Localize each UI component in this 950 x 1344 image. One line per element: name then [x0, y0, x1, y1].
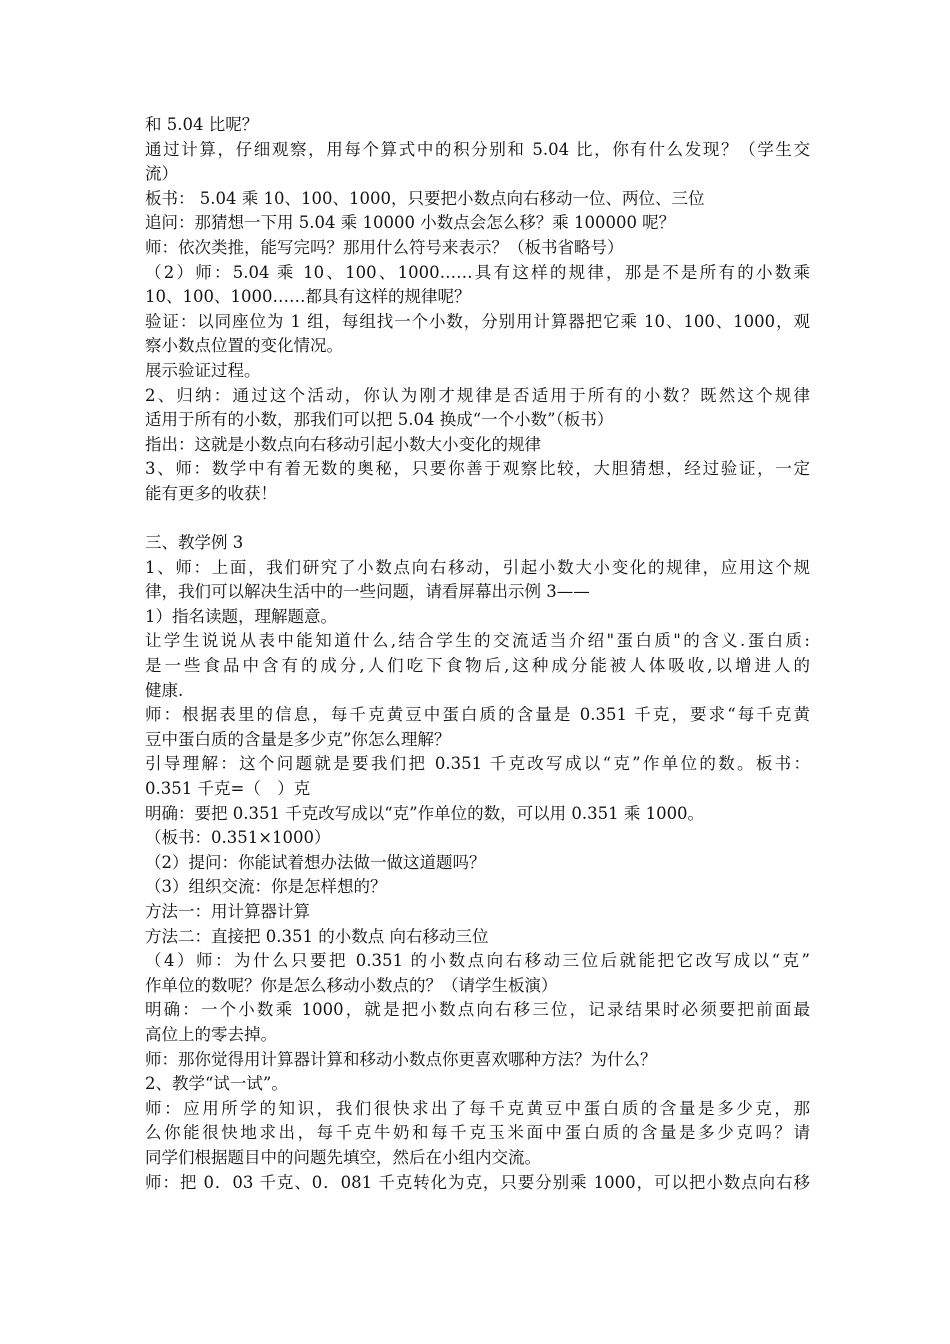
text-line: 律，我们可以解决生活中的一些问题，请看屏幕出示例 3—— — [145, 582, 590, 602]
text-line: 同学们根据题目中的问题先填空，然后在小组内交流。 — [145, 1147, 541, 1167]
text-line: 师：把 0．03 千克、0．081 千克转化为克，只要分别乘 1000，可以把小数点向右移 — [145, 1172, 810, 1192]
text-line: 健康. — [145, 680, 184, 700]
text-line: 2、归纳：通过这个活动，你认为刚才规律是否适用于所有的小数？既然这个规律 — [145, 385, 810, 405]
text-line: 么你能很快地求出，每千克牛奶和每千克玉米面中蛋白质的含量是多少克吗？请 — [145, 1123, 810, 1143]
text-line: 3、师：数学中有着无数的奥秘，只要你善于观察比较，大胆猜想，经过验证，一定 — [145, 459, 810, 479]
text-line: 三、教学例 3 — [145, 533, 244, 553]
text-line: 明确：一个小数乘 1000，就是把小数点向右移三位，记录结果时必须要把前面最 — [145, 1000, 810, 1020]
text-line: 1、师：上面，我们研究了小数点向右移动，引起小数大小变化的规律，应用这个规 — [145, 557, 810, 577]
text-line: 0.351 千克=（ ）克 — [145, 779, 311, 799]
text-line: 追问：那猜想一下用 5.04 乘 10000 小数点会怎么移？乘 100000 呢？ — [145, 213, 676, 233]
text-line: 明确：要把 0.351 千克改写成以“克”作单位的数，可以用 0.351 乘 1000。 — [145, 803, 705, 823]
text-line: 通过计算，仔细观察，用每个算式中的积分别和 5.04 比，你有什么发现？（学生交 — [145, 139, 810, 159]
text-line: 指出：这就是小数点向右移动引起小数大小变化的规律 — [145, 434, 541, 454]
text-line: 豆中蛋白质的含量是多少克”你怎么理解？ — [145, 729, 451, 749]
text-line: 和 5.04 比呢？ — [145, 115, 259, 134]
text-line: 师：依次类推，能写完吗？那用什么符号来表示？（板书省略号） — [145, 237, 624, 257]
text-line: 流） — [145, 164, 178, 184]
text-line: 1）指名读题，理解题意。 — [145, 606, 337, 626]
text-line: 高位上的零去掉。 — [145, 1024, 277, 1044]
text-line: 引导理解：这个问题就是要我们把 0.351 千克改写成以“克”作单位的数。板书： — [145, 754, 810, 774]
text-line: 板书： 5.04 乘 10、100、1000，只要把小数点向右移动一位、两位、三位 — [145, 188, 705, 208]
text-line: 展示验证过程。 — [145, 360, 261, 380]
text-line: （2）师：5.04 乘 10、100、1000……具有这样的规律，那是不是所有的小数乘 — [145, 262, 810, 282]
text-line: 作单位的数呢？你是怎么移动小数点的？（请学生板演） — [145, 975, 558, 995]
text-line: 适用于所有的小数，那我们可以把 5.04 换成“一个小数”（板书） — [145, 410, 614, 430]
text-line: 验证：以同座位为 1 组，每组找一个小数，分别用计算器把它乘 10、100、1000，观 — [145, 311, 810, 331]
blank-line — [145, 507, 810, 532]
text-line: （板书：0.351×1000） — [145, 828, 331, 848]
text-line: 察小数点位置的变化情况。 — [145, 336, 343, 356]
text-line: （3）组织交流：你是怎样想的？ — [145, 877, 387, 897]
text-line: 10、100、1000……都具有这样的规律呢？ — [145, 287, 471, 307]
document-body — [145, 113, 810, 1195]
text-line: （4）师：为什么只要把 0.351 的小数点向右移动三位后就能把它改写成以“克” — [145, 951, 810, 971]
text-line: 2、教学“试一试”。 — [145, 1074, 288, 1094]
text-line: 是一些食品中含有的成分,人们吃下食物后,这种成分能被人体吸收,以增进人的 — [145, 656, 810, 676]
text-line: 师：那你觉得用计算器计算和移动小数点你更喜欢哪种方法？为什么？ — [145, 1049, 657, 1069]
text-line: 方法二：直接把 0.351 的小数点 向右移动三位 — [145, 926, 489, 946]
text-line: 让学生说说从表中能知道什么,结合学生的交流适当介绍"蛋白质"的含义.蛋白质: — [145, 631, 810, 651]
text-line: 能有更多的收获！ — [145, 483, 277, 503]
text-line: 方法一：用计算器计算 — [145, 902, 310, 921]
text-line: 师：根据表里的信息，每千克黄豆中蛋白质的含量是 0.351 千克，要求“每千克黄 — [145, 705, 810, 725]
text-line: 师：应用所学的知识，我们很快求出了每千克黄豆中蛋白质的含量是多少克，那 — [145, 1098, 810, 1118]
text-line: （2）提问：你能试着想办法做一做这道题吗？ — [145, 852, 486, 872]
